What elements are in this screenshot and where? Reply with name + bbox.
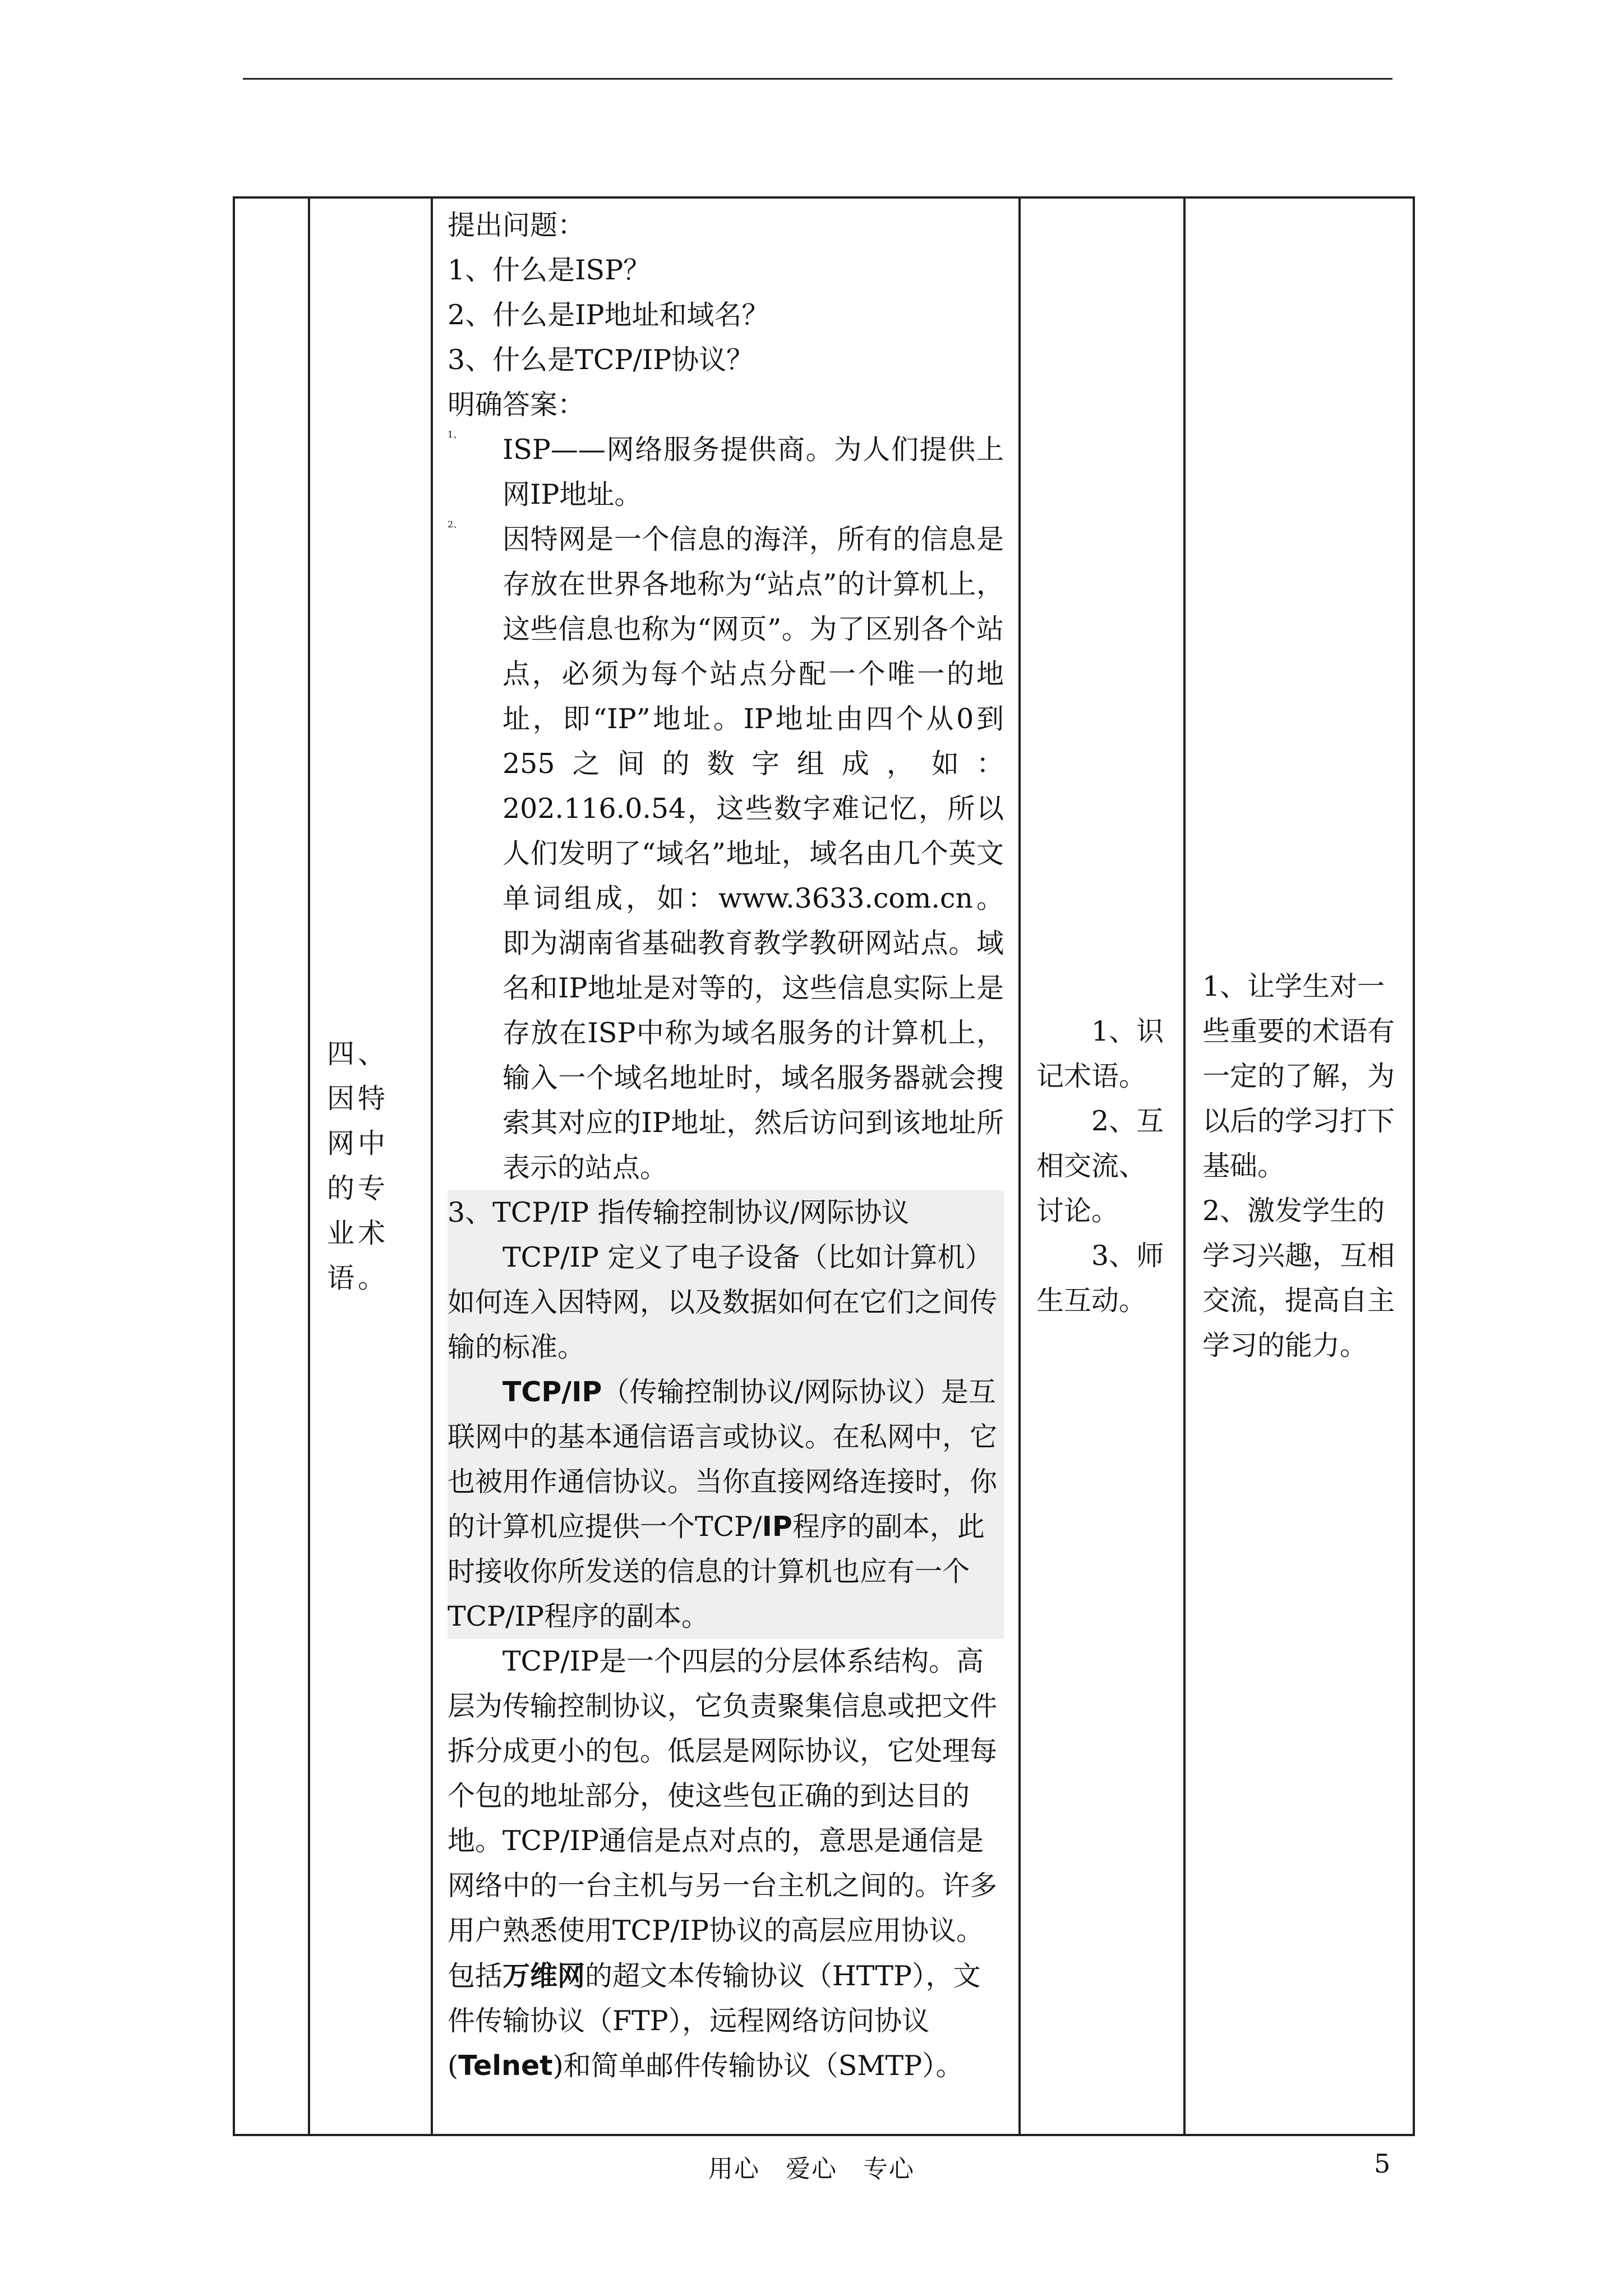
answer-1-text: ISP——网络服务提供商。为人们提供上网IP地址。 [502, 434, 1004, 510]
intent-2: 2、激发学生的学习兴趣，互相交流，提高自主学习的能力。 [1202, 1195, 1395, 1361]
answer-2-number: 2、 [448, 519, 463, 530]
footer-motto: 用心 爱心 专心 [708, 2155, 915, 2183]
activity-2: 2、互相交流、讨论。 [1036, 1105, 1164, 1227]
activity-3: 3、师生互动。 [1036, 1240, 1164, 1317]
intent-1: 1、让学生对一些重要的术语有一定的了解，为以后的学习打下基础。 [1202, 970, 1395, 1182]
tcpip-bold: TCP/IP [502, 1376, 602, 1408]
main-content-cell [432, 197, 1020, 2135]
question-2: 2、什么是IP地址和域名？ [448, 299, 769, 331]
lesson-plan-table [233, 196, 1415, 2136]
question-1: 1、什么是ISP？ [448, 254, 651, 286]
answer-2-text: 因特网是一个信息的海洋，所有的信息是存放在世界各地称为“站点”的计算机上，这些信息也称为“网页”。为了区别各个站点，必须为每个站点分配一个唯一的地址，即“IP”地址。IP地址由四个从0到255之间的数字组成，如：202.116.0.54，这些数字难记忆，所以人们发明了“域名”地址，域名由几个英文单词组成，如：www.3633.com.cn。即为湖南省基础教育教学教研网站点。域名和IP地址是对等的，这些信息实际上是存放在ISP中称为域名服务的计算机上，输入一个域名地址时，域名服务器就会搜索其对应的IP地址，然后访问到该地址所表示的站点。 [502, 523, 1004, 1184]
answer-1 [448, 427, 1004, 517]
answer-2 [448, 517, 1004, 1190]
answer-3-paragraph-2: TCP/IP（传输控制协议/网际协议）是互联网中的基本通信语言或协议。在私网中，它也被用作通信协议。当你直接网络连接时，你的计算机应提供一个TCP/IP程序的副本，此时接收你所发送的信息的计算机也应有一个TCP/IP程序的副本。 [448, 1376, 998, 1632]
design-intent-cell [1184, 197, 1414, 2135]
table-row [234, 197, 1414, 2135]
answer-3-paragraph-3: TCP/IP是一个四层的分层体系结构。高层为传输控制协议，它负责聚集信息或把文件拆分成更小的包。低层是网际协议，它处理每个包的地址部分，使这些包正确的到达目的地。TCP/IP通信是点对点的，意思是通信是网络中的一台主机与另一台主机之间的。许多用户熟悉使用TCP/IP协议的高层应用协议。包括万维网的超文本传输协议（HTTP），文件传输协议（FTP），远程网络访问协议(Telnet)和简单邮件传输协议（SMTP）。 [448, 1645, 998, 2082]
question-heading: 提出问题： [448, 209, 585, 241]
page-number: 5 [1374, 2148, 1391, 2179]
question-3: 3、什么是TCP/IP协议？ [448, 344, 754, 376]
header-rule [243, 78, 1393, 80]
answer-heading: 明确答案： [448, 389, 585, 421]
telnet-bold: Telnet [458, 2050, 553, 2082]
answer-3-shaded-block [448, 1190, 1004, 1639]
answer-3-heading: 3、TCP/IP 指传输控制协议/网际协议 [448, 1197, 910, 1228]
topic-cell [309, 197, 432, 2135]
answer-3-paragraph-1: TCP/IP 定义了电子设备（比如计算机）如何连入因特网，以及数据如何在它们之间传输的标准。 [448, 1241, 998, 1363]
answer-1-number: 1、 [448, 429, 463, 440]
empty-cell [234, 197, 309, 2135]
topic-text: 四、因特网中的专业术语。 [327, 1038, 389, 1294]
student-activity-cell [1020, 197, 1184, 2135]
www-bold: 万维网 [502, 1959, 585, 1992]
activity-1: 1、识记术语。 [1036, 1015, 1164, 1092]
